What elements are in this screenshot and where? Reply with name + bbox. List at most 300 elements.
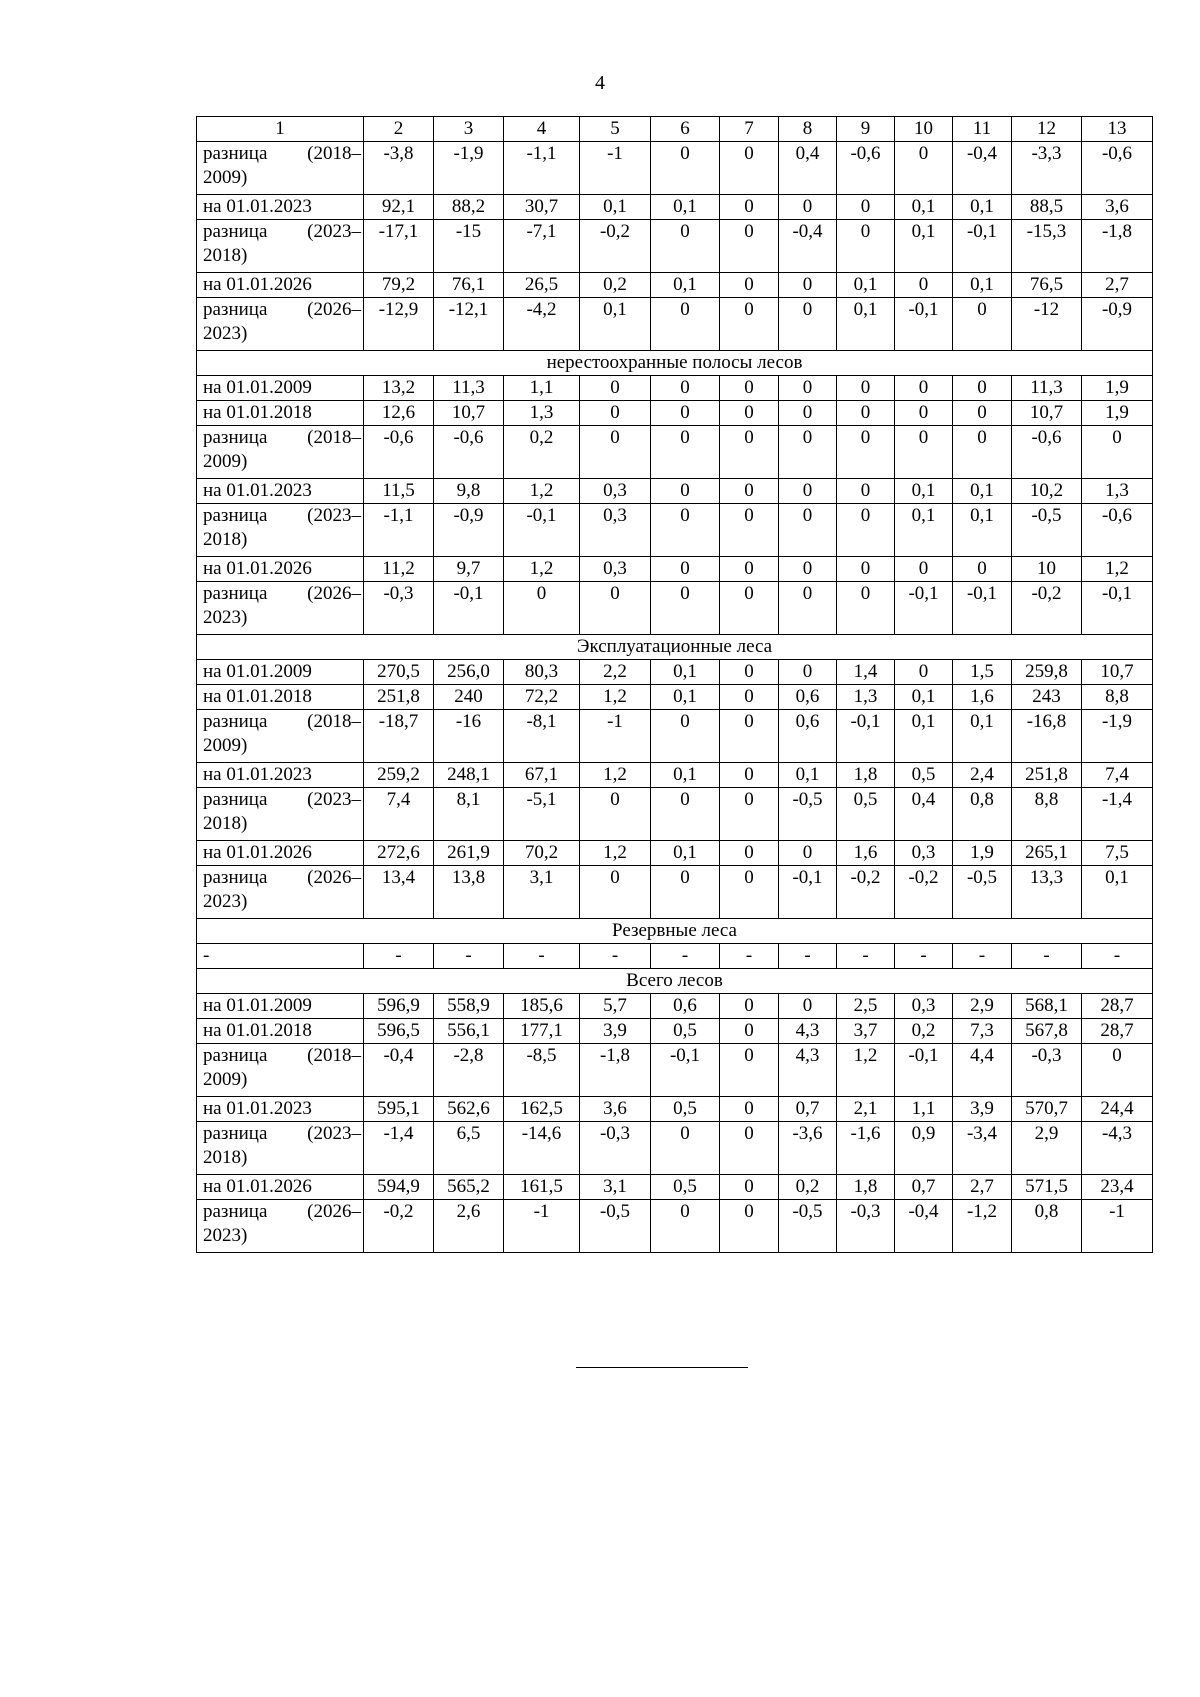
- table-cell: 1,2: [504, 557, 580, 582]
- table-cell: -0,1: [1082, 582, 1153, 635]
- table-cell: -1,2: [953, 1200, 1012, 1253]
- table-cell: 0: [651, 220, 720, 273]
- table-cell: -12,9: [364, 298, 434, 351]
- table-cell: 0,5: [651, 1175, 720, 1200]
- table-cell: 261,9: [434, 841, 504, 866]
- table-cell: 0: [504, 582, 580, 635]
- table-cell: 0,4: [895, 788, 953, 841]
- row-label-line-1: разница (2018–: [203, 711, 361, 732]
- table-row: [197, 426, 1153, 479]
- table-cell: 571,5: [1012, 1175, 1082, 1200]
- table-cell: 0,4: [779, 142, 837, 195]
- table-cell: 177,1: [504, 1019, 580, 1044]
- row-label-line-1: разница (2018–: [203, 143, 361, 164]
- table-cell: -0,1: [895, 582, 953, 635]
- table-cell: 0,5: [651, 1019, 720, 1044]
- table-cell: 0: [720, 582, 779, 635]
- table-cell: 0: [720, 1044, 779, 1097]
- table-cell: 0,1: [953, 273, 1012, 298]
- table-cell: 0,6: [651, 994, 720, 1019]
- table-cell: 0: [720, 685, 779, 710]
- table-cell: 185,6: [504, 994, 580, 1019]
- table-cell: 72,2: [504, 685, 580, 710]
- row-label: [197, 582, 364, 635]
- row-label-line-1: разница (2026–: [203, 583, 361, 604]
- table-cell: 0: [779, 841, 837, 866]
- table-cell: 0,1: [953, 504, 1012, 557]
- table-cell: 4,3: [779, 1019, 837, 1044]
- table-cell: 0: [720, 866, 779, 919]
- row-label-line-2: 2023): [203, 891, 248, 912]
- table-cell: 8,8: [1082, 685, 1153, 710]
- table-cell: -: [1082, 944, 1153, 969]
- header-cell: 4: [504, 117, 580, 142]
- table-cell: -1,9: [1082, 710, 1153, 763]
- table-cell: 0: [953, 426, 1012, 479]
- table-cell: 0: [779, 582, 837, 635]
- table-cell: -12: [1012, 298, 1082, 351]
- table-cell: 161,5: [504, 1175, 580, 1200]
- table-cell: -: [1012, 944, 1082, 969]
- table-cell: 0: [779, 504, 837, 557]
- table-cell: 0: [720, 763, 779, 788]
- row-label: на 01.01.2009: [197, 994, 364, 1019]
- table-cell: 0,3: [580, 479, 651, 504]
- table-cell: -0,9: [1082, 298, 1153, 351]
- table-row: [197, 1019, 1153, 1044]
- table-cell: 0: [779, 195, 837, 220]
- header-cell: 12: [1012, 117, 1082, 142]
- table-cell: 270,5: [364, 660, 434, 685]
- table-cell: 0: [720, 273, 779, 298]
- table-cell: 7,4: [1082, 763, 1153, 788]
- row-label: [197, 1044, 364, 1097]
- table-cell: -0,1: [895, 1044, 953, 1097]
- row-label: [197, 788, 364, 841]
- table-cell: 0: [779, 557, 837, 582]
- row-label-line-2: 2009): [203, 167, 248, 188]
- table-cell: 0,1: [895, 685, 953, 710]
- table-cell: -0,5: [779, 1200, 837, 1253]
- table-cell: 0: [720, 788, 779, 841]
- table-cell: 1,6: [837, 841, 895, 866]
- table-row: [197, 401, 1153, 426]
- table-cell: 1,2: [1082, 557, 1153, 582]
- table-cell: 0: [953, 557, 1012, 582]
- table-cell: 0,1: [651, 841, 720, 866]
- table-cell: 0: [651, 298, 720, 351]
- table-cell: -0,9: [434, 504, 504, 557]
- table-cell: -0,3: [580, 1122, 651, 1175]
- table-cell: 8,1: [434, 788, 504, 841]
- table-cell: -0,4: [779, 220, 837, 273]
- table-cell: 4,4: [953, 1044, 1012, 1097]
- table-cell: 92,1: [364, 195, 434, 220]
- table-cell: 251,8: [1012, 763, 1082, 788]
- row-label-line-2: 2018): [203, 813, 248, 834]
- table-cell: 259,8: [1012, 660, 1082, 685]
- table-cell: 0,3: [580, 557, 651, 582]
- table-cell: 0: [720, 557, 779, 582]
- table-cell: 11,3: [434, 376, 504, 401]
- table-cell: 0: [720, 660, 779, 685]
- table-cell: 1,4: [837, 660, 895, 685]
- row-label: на 01.01.2026: [197, 557, 364, 582]
- table-cell: 0: [651, 1122, 720, 1175]
- table-cell: -: [434, 944, 504, 969]
- table-cell: 0: [895, 401, 953, 426]
- table-cell: 1,2: [504, 479, 580, 504]
- table-row: [197, 1122, 1153, 1175]
- table-cell: 1,2: [580, 763, 651, 788]
- table-cell: 3,1: [580, 1175, 651, 1200]
- table-cell: 3,9: [580, 1019, 651, 1044]
- table-cell: 0: [651, 376, 720, 401]
- table-cell: 28,7: [1082, 1019, 1153, 1044]
- table-cell: 1,9: [953, 841, 1012, 866]
- section-title: Резервные леса: [197, 919, 1153, 944]
- table-cell: 0: [953, 401, 1012, 426]
- row-label: на 01.01.2026: [197, 273, 364, 298]
- table-cell: 76,1: [434, 273, 504, 298]
- table-cell: 0: [651, 142, 720, 195]
- table-cell: 0: [895, 426, 953, 479]
- table-cell: 0: [837, 479, 895, 504]
- table-cell: -0,6: [1082, 142, 1153, 195]
- table-cell: 0: [779, 479, 837, 504]
- table-cell: 0,1: [1082, 866, 1153, 919]
- table-row: [197, 376, 1153, 401]
- table-cell: 0: [895, 376, 953, 401]
- table-cell: -: [580, 944, 651, 969]
- row-label-line-2: 2023): [203, 1225, 248, 1246]
- table-cell: 0,1: [837, 273, 895, 298]
- table-cell: 0,3: [580, 504, 651, 557]
- table-row: [197, 479, 1153, 504]
- row-label: на 01.01.2018: [197, 685, 364, 710]
- table-cell: 1,3: [837, 685, 895, 710]
- table-cell: 88,5: [1012, 195, 1082, 220]
- row-label: на 01.01.2023: [197, 479, 364, 504]
- table-cell: 0: [895, 273, 953, 298]
- table-cell: 1,8: [837, 763, 895, 788]
- table-cell: 0: [720, 1122, 779, 1175]
- table-cell: 1,5: [953, 660, 1012, 685]
- row-label-line-1: разница (2026–: [203, 1201, 361, 1222]
- header-cell: 5: [580, 117, 651, 142]
- table-row: [197, 220, 1153, 273]
- header-cell: 3: [434, 117, 504, 142]
- table-cell: 2,1: [837, 1097, 895, 1122]
- table-cell: 1,6: [953, 685, 1012, 710]
- table-body: [197, 117, 1153, 1253]
- section-title: нерестоохранные полосы лесов: [197, 351, 1153, 376]
- table-cell: 2,4: [953, 763, 1012, 788]
- table-cell: 3,7: [837, 1019, 895, 1044]
- table-cell: 0: [1082, 1044, 1153, 1097]
- table-row: [197, 866, 1153, 919]
- table-cell: 0,8: [953, 788, 1012, 841]
- table-cell: -1,1: [364, 504, 434, 557]
- table-cell: -0,3: [364, 582, 434, 635]
- table-cell: -0,5: [1012, 504, 1082, 557]
- table-cell: 256,0: [434, 660, 504, 685]
- table-cell: 243: [1012, 685, 1082, 710]
- table-cell: 0: [720, 142, 779, 195]
- section-header-row: [197, 919, 1153, 944]
- table-cell: -17,1: [364, 220, 434, 273]
- row-label: на 01.01.2009: [197, 660, 364, 685]
- section-header-row: [197, 635, 1153, 660]
- table-cell: 10,7: [1012, 401, 1082, 426]
- table-cell: 0,1: [651, 685, 720, 710]
- table-cell: 0,2: [580, 273, 651, 298]
- table-cell: -8,1: [504, 710, 580, 763]
- row-label-line-2: 2018): [203, 245, 248, 266]
- table-row: [197, 685, 1153, 710]
- row-label-line-1: разница (2018–: [203, 427, 361, 448]
- table-cell: 24,4: [1082, 1097, 1153, 1122]
- table-cell: 67,1: [504, 763, 580, 788]
- table-cell: -14,6: [504, 1122, 580, 1175]
- row-label: -: [197, 944, 364, 969]
- table-cell: 558,9: [434, 994, 504, 1019]
- table-cell: 0: [779, 994, 837, 1019]
- table-cell: 2,7: [1082, 273, 1153, 298]
- table-cell: -0,3: [1012, 1044, 1082, 1097]
- table-cell: 0: [837, 557, 895, 582]
- table-cell: -1,1: [504, 142, 580, 195]
- table-cell: -0,1: [837, 710, 895, 763]
- table-cell: 0: [720, 1175, 779, 1200]
- table-cell: 2,7: [953, 1175, 1012, 1200]
- table-cell: 3,6: [580, 1097, 651, 1122]
- table-cell: -1,6: [837, 1122, 895, 1175]
- table-cell: -: [779, 944, 837, 969]
- table-cell: 595,1: [364, 1097, 434, 1122]
- row-label: [197, 1122, 364, 1175]
- table-cell: 0: [720, 195, 779, 220]
- table-cell: -: [837, 944, 895, 969]
- row-label-line-2: 2009): [203, 451, 248, 472]
- table-cell: 0: [779, 273, 837, 298]
- table-cell: -0,4: [364, 1044, 434, 1097]
- table-cell: 7,5: [1082, 841, 1153, 866]
- table-cell: 10: [1012, 557, 1082, 582]
- table-cell: 0,2: [779, 1175, 837, 1200]
- row-label: [197, 142, 364, 195]
- table-cell: 0,5: [895, 763, 953, 788]
- table-cell: 0,6: [779, 685, 837, 710]
- table-cell: 0: [779, 376, 837, 401]
- table-cell: 0: [720, 479, 779, 504]
- row-label: на 01.01.2023: [197, 195, 364, 220]
- row-label-line-1: разница (2023–: [203, 505, 361, 526]
- table-cell: 1,1: [504, 376, 580, 401]
- table-cell: 9,7: [434, 557, 504, 582]
- row-label: [197, 710, 364, 763]
- table-cell: 0: [651, 866, 720, 919]
- table-cell: 1,9: [1082, 401, 1153, 426]
- table-cell: 2,6: [434, 1200, 504, 1253]
- table-cell: 8,8: [1012, 788, 1082, 841]
- table-cell: 0: [720, 994, 779, 1019]
- table-cell: 0: [651, 788, 720, 841]
- row-label-line-1: разница (2018–: [203, 1045, 361, 1066]
- table-cell: -0,2: [1012, 582, 1082, 635]
- table-cell: -3,8: [364, 142, 434, 195]
- table-cell: 2,5: [837, 994, 895, 1019]
- table-cell: 0: [779, 660, 837, 685]
- row-label-line-1: разница (2023–: [203, 789, 361, 810]
- section-header-row: [197, 351, 1153, 376]
- table-cell: 565,2: [434, 1175, 504, 1200]
- table-cell: -1,4: [364, 1122, 434, 1175]
- table-cell: -1,8: [580, 1044, 651, 1097]
- table-cell: 0: [720, 1200, 779, 1253]
- table-cell: 0: [651, 557, 720, 582]
- table-cell: 13,2: [364, 376, 434, 401]
- row-label: [197, 426, 364, 479]
- row-label: [197, 298, 364, 351]
- table-cell: 0,1: [895, 504, 953, 557]
- table-row: [197, 763, 1153, 788]
- section-title: Эксплуатационные леса: [197, 635, 1153, 660]
- table-cell: 0: [720, 401, 779, 426]
- table-cell: 0,3: [895, 994, 953, 1019]
- table-cell: 0,5: [837, 788, 895, 841]
- table-cell: 0,1: [651, 660, 720, 685]
- table-row: [197, 1044, 1153, 1097]
- table-cell: 0,1: [953, 710, 1012, 763]
- table-cell: 0: [720, 426, 779, 479]
- table-cell: 0: [779, 401, 837, 426]
- table-cell: -18,7: [364, 710, 434, 763]
- row-label: [197, 866, 364, 919]
- table-cell: 0: [580, 582, 651, 635]
- table-cell: 0: [720, 376, 779, 401]
- table-cell: -0,2: [364, 1200, 434, 1253]
- row-label-line-1: разница (2026–: [203, 867, 361, 888]
- row-label: [197, 504, 364, 557]
- table-cell: 596,9: [364, 994, 434, 1019]
- table-cell: -1: [504, 1200, 580, 1253]
- header-cell: 7: [720, 117, 779, 142]
- table-cell: 3,6: [1082, 195, 1153, 220]
- table-cell: -1: [580, 710, 651, 763]
- table-row: [197, 298, 1153, 351]
- header-cell: 11: [953, 117, 1012, 142]
- table-cell: 1,2: [580, 685, 651, 710]
- table-cell: -16,8: [1012, 710, 1082, 763]
- table-cell: 0,1: [779, 763, 837, 788]
- header-cell: 8: [779, 117, 837, 142]
- table-cell: -0,2: [580, 220, 651, 273]
- row-label: [197, 1200, 364, 1253]
- table-cell: -0,1: [953, 220, 1012, 273]
- table-row: [197, 1175, 1153, 1200]
- table-cell: 0: [580, 426, 651, 479]
- table-cell: 0,1: [580, 195, 651, 220]
- table-cell: 0: [580, 866, 651, 919]
- table-row: [197, 944, 1153, 969]
- table-cell: -12,1: [434, 298, 504, 351]
- row-label: на 01.01.2026: [197, 841, 364, 866]
- table-cell: -4,3: [1082, 1122, 1153, 1175]
- table-cell: 0,1: [651, 273, 720, 298]
- table-cell: 240: [434, 685, 504, 710]
- table-cell: 0: [720, 298, 779, 351]
- table-cell: 0,7: [779, 1097, 837, 1122]
- table-cell: 0,1: [895, 710, 953, 763]
- table-cell: -0,6: [364, 426, 434, 479]
- row-label-line-2: 2009): [203, 1069, 248, 1090]
- table-row: [197, 788, 1153, 841]
- table-cell: -1: [580, 142, 651, 195]
- table-cell: -3,6: [779, 1122, 837, 1175]
- forest-data-table: [196, 116, 1153, 1253]
- table-cell: 0: [837, 401, 895, 426]
- row-label: на 01.01.2026: [197, 1175, 364, 1200]
- table-cell: 1,9: [1082, 376, 1153, 401]
- table-cell: -0,5: [779, 788, 837, 841]
- row-label: на 01.01.2023: [197, 763, 364, 788]
- table-cell: 11,2: [364, 557, 434, 582]
- table-cell: 3,9: [953, 1097, 1012, 1122]
- table-cell: 0: [953, 376, 1012, 401]
- table-cell: -0,5: [580, 1200, 651, 1253]
- table-cell: 0,8: [1012, 1200, 1082, 1253]
- table-cell: 11,5: [364, 479, 434, 504]
- table-cell: 0: [651, 582, 720, 635]
- table-cell: 9,8: [434, 479, 504, 504]
- table-cell: 0,2: [895, 1019, 953, 1044]
- row-label: на 01.01.2018: [197, 1019, 364, 1044]
- table-cell: 0,2: [504, 426, 580, 479]
- table-cell: 11,3: [1012, 376, 1082, 401]
- table-cell: 80,3: [504, 660, 580, 685]
- row-label-line-1: разница (2023–: [203, 221, 361, 242]
- table-cell: 0: [1082, 426, 1153, 479]
- table-cell: 0,9: [895, 1122, 953, 1175]
- table-cell: 2,9: [1012, 1122, 1082, 1175]
- table-cell: 0: [837, 195, 895, 220]
- table-cell: 1,8: [837, 1175, 895, 1200]
- table-cell: 596,5: [364, 1019, 434, 1044]
- table-row: [197, 142, 1153, 195]
- table-cell: 562,6: [434, 1097, 504, 1122]
- table-cell: -0,1: [504, 504, 580, 557]
- table-cell: 0,1: [895, 220, 953, 273]
- table-cell: 0,1: [837, 298, 895, 351]
- table-cell: 594,9: [364, 1175, 434, 1200]
- table-cell: 567,8: [1012, 1019, 1082, 1044]
- table-cell: -0,6: [1012, 426, 1082, 479]
- table-cell: 13,8: [434, 866, 504, 919]
- table-cell: -7,1: [504, 220, 580, 273]
- table-cell: 0: [895, 557, 953, 582]
- table-cell: 6,5: [434, 1122, 504, 1175]
- table-cell: -15: [434, 220, 504, 273]
- table-cell: 265,1: [1012, 841, 1082, 866]
- table-cell: 248,1: [434, 763, 504, 788]
- table-cell: 1,2: [580, 841, 651, 866]
- table-cell: 5,7: [580, 994, 651, 1019]
- table-cell: 10,2: [1012, 479, 1082, 504]
- table-cell: 4,3: [779, 1044, 837, 1097]
- table-cell: -3,4: [953, 1122, 1012, 1175]
- table-cell: 13,3: [1012, 866, 1082, 919]
